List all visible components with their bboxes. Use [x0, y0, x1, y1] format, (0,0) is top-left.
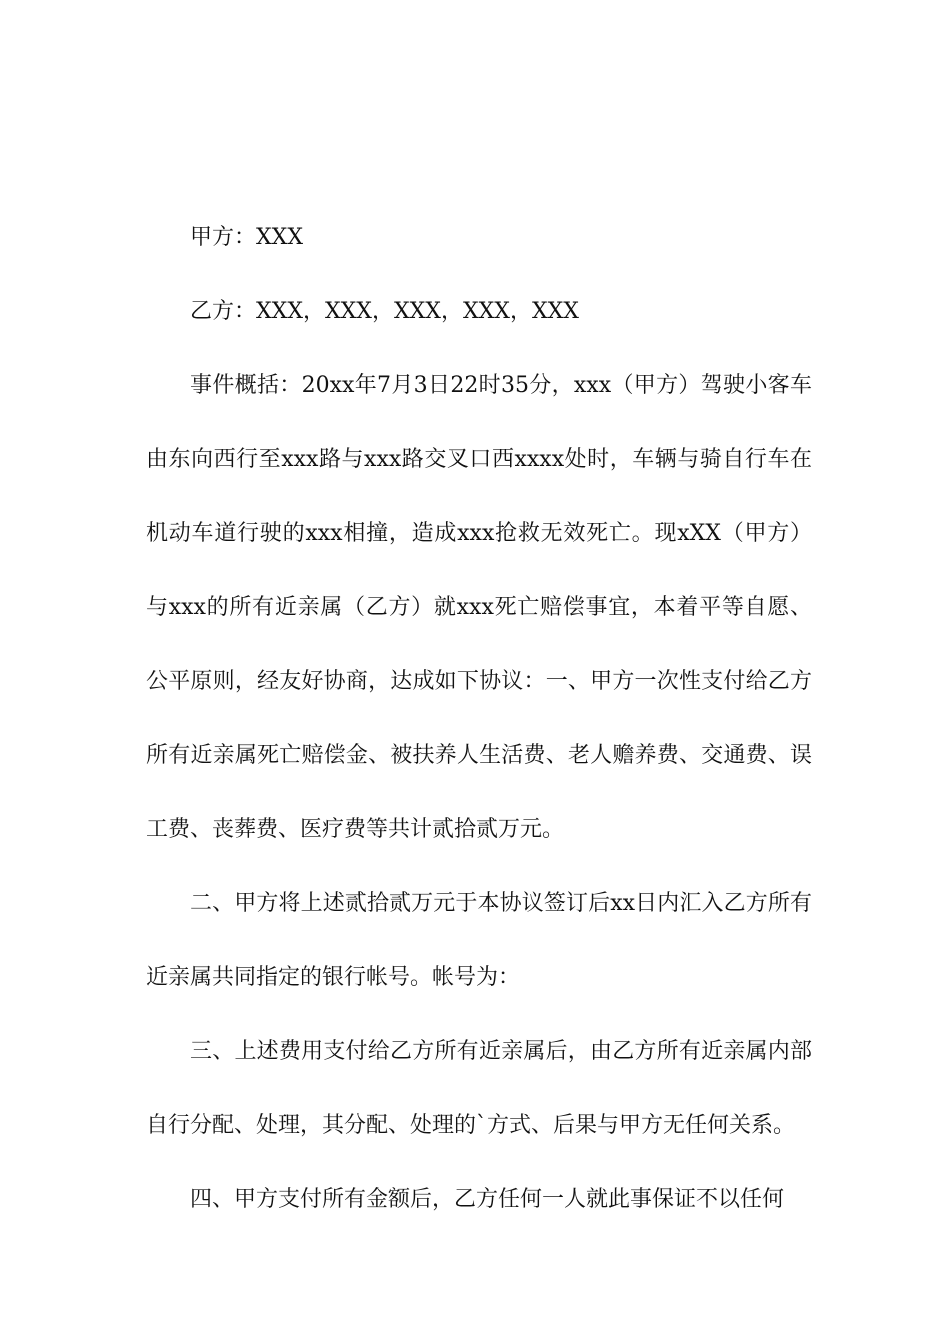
- document-body: [146, 201, 812, 1237]
- party-b-line: 乙方：XXX，XXX，XXX，XXX，XXX: [190, 299, 579, 324]
- clause-four-paragraph: 四、甲方支付所有金额后，乙方任何一人就此事保证不以任何: [190, 1187, 785, 1212]
- incident-summary-paragraph: 事件概括：20xx年7月3日22时35分，xxx（甲方）驾驶小客车由东向西行至xxx路与xxx路交叉口西xxxx处时，车辆与骑自行车在机动车道行驶的xxx相撞，造成xxx抢救无效死亡。现xXX（甲方）与xxx的所有近亲属（乙方）就xxx死亡赔偿事宜，本着平等自愿、公平原则，经友好协商，达成如下协议：一、甲方一次性支付给乙方所有近亲属死亡赔偿金、被扶养人生活费、老人赡养费、交通费、误工费、丧葬费、医疗费等共计贰拾贰万元。: [146, 373, 812, 842]
- party-a-line: 甲方：XXX: [190, 225, 303, 250]
- clause-two-paragraph: 二、甲方将上述贰拾贰万元于本协议签订后xx日内汇入乙方所有近亲属共同指定的银行帐号。帐号为：: [146, 891, 812, 990]
- clause-three-paragraph: 三、上述费用支付给乙方所有近亲属后，由乙方所有近亲属内部自行分配、处理，其分配、处理的`方式、后果与甲方无任何关系。: [146, 1039, 812, 1138]
